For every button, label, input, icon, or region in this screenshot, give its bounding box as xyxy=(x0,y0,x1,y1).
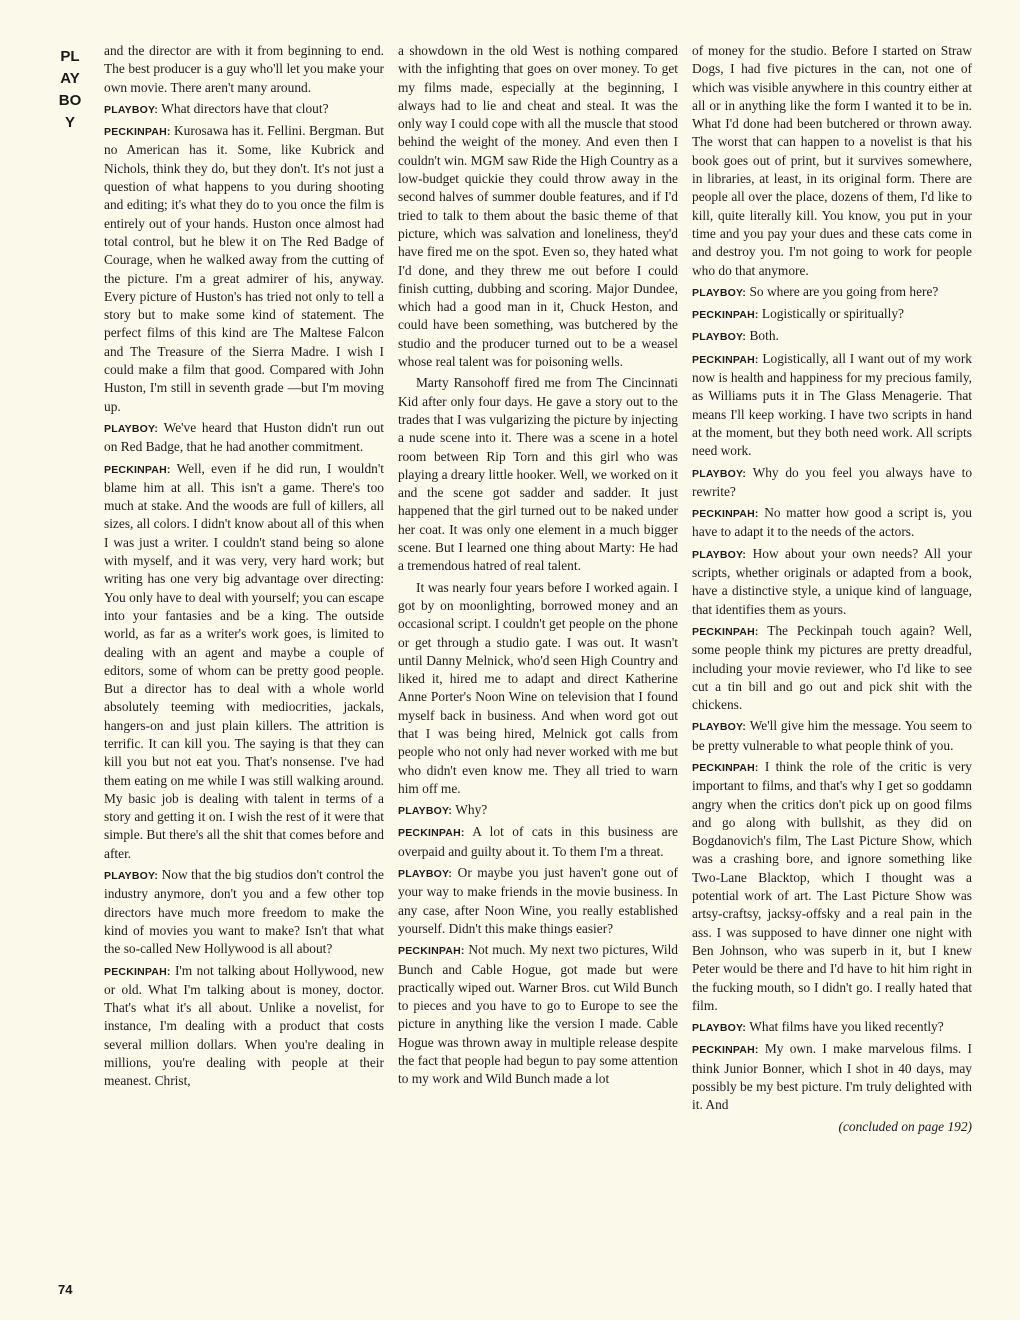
paragraph-text: a showdown in the old West is nothing compared with the infighting that goes on over money. To get my films made, especially at the beginning, I always had to lie and cheat and steal. It was the only way I could cope with all the muscle that stood behind the weight of the money. And even then I couldn't win. MGM saw Ride the High Country as a low-budget quickie they could throw away in the second halves of summer double features, and if I'd tried to talk to them about the basic theme of that picture, which was salvation and loneliness, they'd have fired me on the spot. Even so, they hated what I'd done, and they threw me out before I could finish cutting, dubbing and scoring. Major Dundee, which had a good man in it, Chuck Heston, and could have been something, was butchered by the studio and the producer turned out to be a weasel whose real talent was for poisoning wells. xyxy=(398,43,678,370)
paragraph xyxy=(398,864,678,938)
speaker-label: PLAYBOY: xyxy=(104,103,159,116)
masthead-playboy: PLAYBOY xyxy=(58,48,82,131)
speaker-label: PLAYBOY: xyxy=(692,331,747,344)
speaker-label: PECKINPAH: xyxy=(692,1044,759,1057)
speaker-label: PECKINPAH: xyxy=(104,463,171,476)
speaker-label: PECKINPAH: xyxy=(692,508,759,521)
paragraph-text: My own. I make marvelous films. I think Junior Bonner, which I shot in 40 days, may possibly be my best picture. I'm truly delighted with it. And xyxy=(692,1041,972,1113)
paragraph xyxy=(692,305,972,324)
paragraph xyxy=(398,579,678,799)
paragraph-text: of money for the studio. Before I started on Straw Dogs, I had five pictures in the can, not one of which was visible anywhere in this country either at all or in anything like the form I wanted it to be in. What I'd done had been butchered or thrown away. The worst that can happen to a novelist is that his book goes out of print, but it survives somewhere, in libraries, at least, in its original form. There are people all over the place, dozens of them, I'd like to kill, quite literally kill. You know, you put in your time and you pay your dues and these cats come in and destroy you. I'm not going to work for people who do that anymore. xyxy=(692,43,972,278)
paragraph-text: Why do you feel you always have to rewrite? xyxy=(692,464,973,499)
paragraph-text: Or maybe you just haven't gone out of your way to make friends in the movie business. In any case, after Noon Wine, you really established yourself. Didn't this make things easier? xyxy=(398,865,678,936)
paragraph xyxy=(398,374,678,575)
paragraph xyxy=(104,42,384,97)
continuation-note: (concluded on page 192) xyxy=(838,1118,972,1134)
paragraph xyxy=(692,327,972,346)
paragraph xyxy=(692,545,972,619)
paragraph xyxy=(692,622,972,714)
paragraph xyxy=(692,758,972,1015)
paragraph-text: A lot of cats in this business are overpaid and guilty about it. To them I'm a threat. xyxy=(398,824,678,859)
paragraph-text: Why? xyxy=(455,802,488,818)
paragraph xyxy=(692,283,972,302)
column-2 xyxy=(398,42,678,1092)
speaker-label: PLAYBOY: xyxy=(104,422,159,435)
paragraph-text: What films have you liked recently? xyxy=(749,1019,944,1035)
paragraph xyxy=(398,801,678,820)
paragraph xyxy=(692,504,972,542)
speaker-label: PLAYBOY: xyxy=(692,467,747,480)
paragraph xyxy=(692,717,972,755)
paragraph xyxy=(104,419,384,457)
speaker-label: PECKINPAH: xyxy=(692,309,759,322)
paragraph-text: Well, even if he did run, I wouldn't blame him at all. This isn't a game. There's too much at stake. And the woods are full of killers, all sizes, all colors. I didn't know about all of this when I was just a writer. I couldn't stand being so alone with myself, and it was very, very hard work; but writing has one very big advantage over directing: You only have to deal with yourself; you can escape into your fantasies and be a king. The outside world, as far as a writer's work goes, is limited to dealing with an agent and maybe a couple of editors, some of whom can be pretty good people. But a director has to deal with a whole world absolutely teeming with mediocrities, jackals, hangers-on and just plain killers. The attrition is terrific. It can kill you. The saying is that they can kill you but not eat you. That's nonsense. I've had them eating on me while I was still walking around. My basic job is dealing with talent in terms of a story and getting it on. I wish the rest of it were that simple. But there's all the shit that comes before and after. xyxy=(104,460,385,861)
paragraph-text: We'll give him the message. You seem to be pretty vulnerable to what people think of you. xyxy=(692,718,972,753)
paragraph-text: Both. xyxy=(749,328,779,344)
paragraph-text: Not much. My next two pictures, Wild Bunch and Cable Hogue, got made but were practically wiped out. Warner Bros. cut Wild Bunch to pieces and you have to go to Europe to see the picture in anything like the version I made. Cable Hogue was thrown away in multiple release despite the fact that people had begun to pay some attention to my work and Wild Bunch made a lot xyxy=(398,942,678,1087)
speaker-label: PECKINPAH: xyxy=(104,126,171,139)
paragraph-text: I think the role of the critic is very important to films, and that's why I get so goddamn angry when the critics don't pick up on good films and go along with bullshit, as they did on Bogdanovich's film, The Last Picture Show, which was a crashing bore, and ignore something like Two-Lane Blacktop, which I thought was a potential work of art. The Last Picture Show was artsy-craftsy, jacksy-offsky and a real pain in the ass. I was supposed to have dinner one night with Ben Johnson, who was superb in it, but I knew Peter would be there and I'd have to hit him right in the fucking mouth, so I didn't go. I really hated that film. xyxy=(692,758,972,1013)
paragraph-text: The Peckinpah touch again? Well, some people think my pictures are pretty dreadful, including your movie reviewer, who I'd like to see cut a tin bill and go out and pick shit with the chickens. xyxy=(692,622,972,713)
speaker-label: PLAYBOY: xyxy=(104,870,159,883)
paragraph-text: We've heard that Huston didn't run out on Red Badge, that he had another commitment. xyxy=(104,419,384,455)
paragraph-text: So where are you going from here? xyxy=(749,283,939,299)
column-3 xyxy=(692,42,972,1139)
paragraph-text: Logistically or spiritually? xyxy=(761,306,904,322)
paragraph-text: What directors have that clout? xyxy=(161,100,329,116)
paragraph xyxy=(104,866,384,958)
paragraph xyxy=(398,941,678,1088)
speaker-label: PLAYBOY: xyxy=(692,548,747,561)
speaker-label: PLAYBOY: xyxy=(692,286,747,299)
speaker-label: PLAYBOY: xyxy=(692,1022,747,1035)
paragraph xyxy=(104,100,384,119)
paragraph-text: Logistically, all I want out of my work now is health and happiness for my precious family, as Williams puts it in The Glass Menagerie. That means I'll keep working. I have two scripts in hand at the moment, but they both need work. All scripts need work. xyxy=(692,350,972,459)
paragraph xyxy=(692,350,972,461)
paragraph xyxy=(692,1040,972,1114)
speaker-label: PLAYBOY: xyxy=(398,805,453,818)
paragraph-text: I'm not talking about Hollywood, new or old. What I'm talking about is money, doctor. That's what it's all about. Unlike a novelist, for instance, I'm dealing with a product that costs several million dollars. When you're dealing in millions, you're dealing with people at their meanest. Christ, xyxy=(104,962,384,1089)
paragraph xyxy=(398,823,678,861)
paragraph xyxy=(692,42,972,280)
paragraph-text: It was nearly four years before I worked again. I got by on moonlighting, borrowed money and an occasional script. I couldn't get people on the phone or get through a studio gate. I was out. It wasn't until Danny Melnick, who'd seen High Country and liked it, hired me to adapt and direct Katherine Anne Porter's Noon Wine on television that I found myself back in business. And when word got out that I was being hired, Melnick got calls from people who not only had never worked with me but who didn't even know me. They all tried to warn him off me. xyxy=(398,579,678,796)
paragraph-text: and the director are with it from beginning to end. The best producer is a guy who'll let you make your own movie. There aren't many around. xyxy=(104,43,384,95)
speaker-label: PLAYBOY: xyxy=(398,868,453,881)
speaker-label: PECKINPAH: xyxy=(104,965,171,978)
paragraph xyxy=(398,42,678,371)
paragraph-text: Marty Ransohoff fired me from The Cincinnati Kid after only four days. He gave a story out to the trades that I was vulgarizing the picture by injecting a nude scene into it. There was a scene in a hotel room between Rip Torn and this girl who was playing a dreary little hooker. Well, we worked on it and the scene got sadder and sadder. It just happened that the girl turned out to be naked under her coat. It was only one element in a much bigger scene. But I learned one thing about Marty: He had a tremendous hatred of real talent. xyxy=(398,375,678,574)
paragraph xyxy=(692,464,972,502)
page-number: 74 xyxy=(58,1282,73,1297)
paragraph xyxy=(692,1018,972,1037)
speaker-label: PECKINPAH: xyxy=(692,625,759,638)
paragraph-text: How about your own needs? All your scripts, whether originals or adapted from a book, have a distinctive style, a unique kind of language, that identifies them as yours. xyxy=(692,545,972,617)
paragraph-text: Now that the big studios don't control the industry anymore, don't you and a few other top directors have much more freedom to make the kind of movies you want to make? Isn't that what the so-called New Hollywood is all about? xyxy=(104,867,384,957)
column-1 xyxy=(104,42,384,1094)
paragraph xyxy=(104,962,384,1091)
paragraph-text: Kurosawa has it. Fellini. Bergman. But no American has it. Some, like Kubrick and Nichols, think they do, but they don't. It's not just a question of what happens to you during shooting and editing; it's what they do to you once the film is entirely out of your hands. Huston once almost had total control, but he blew it on The Red Badge of Courage, when he walked away from the cutting of the picture. I'm a great admirer of his, anyway. Every picture of Huston's has tried not only to tell a story but to make some kind of statement. The perfect films of this kind are The Maltese Falcon and The Treasure of the Sierra Madre. I wish I could make a film that good. Compared with John Huston, I'm still in seventh grade —but I'm moving up. xyxy=(104,123,384,414)
paragraph xyxy=(104,122,384,416)
paragraph xyxy=(104,460,384,864)
speaker-label: PECKINPAH: xyxy=(692,761,759,774)
speaker-label: PECKINPAH: xyxy=(692,353,759,366)
speaker-label: PECKINPAH: xyxy=(398,827,465,840)
speaker-label: PLAYBOY: xyxy=(692,721,747,734)
speaker-label: PECKINPAH: xyxy=(398,945,465,958)
paragraph-text: No matter how good a script is, you have to adapt it to the needs of the actors. xyxy=(692,505,972,540)
